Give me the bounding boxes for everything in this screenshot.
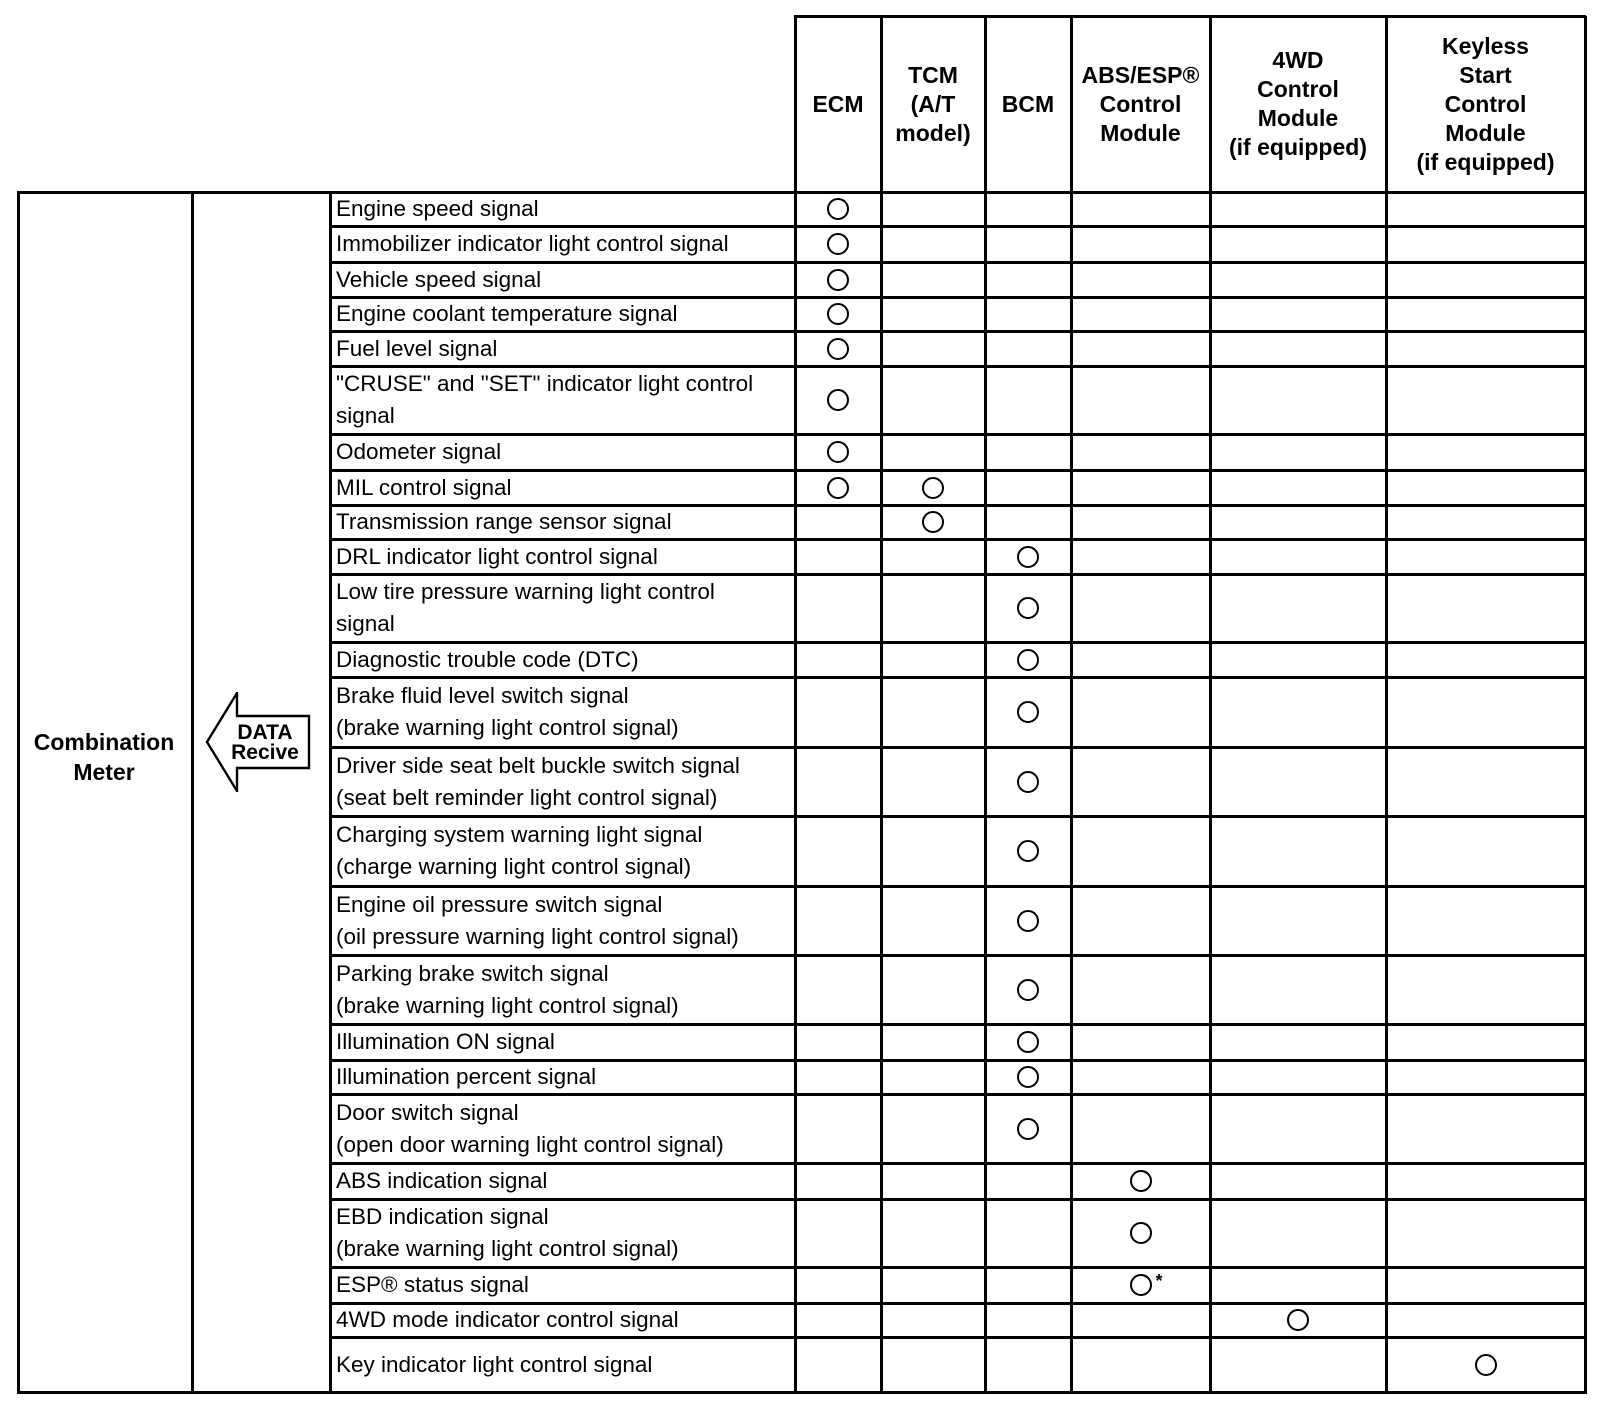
column-header-label: BCM [1001, 90, 1055, 117]
combination-meter-label: Combination Meter [33, 729, 175, 785]
column-header-label: ECM [812, 90, 864, 117]
circle-icon [827, 233, 849, 255]
circle-icon [1130, 1274, 1152, 1296]
column-header-keyless [1386, 16, 1585, 192]
signal-name: Odometer signal [336, 439, 502, 464]
connection-mark [795, 470, 881, 505]
table-left-border [17, 192, 20, 1394]
signal-name: DRL indicator light control signal [336, 543, 658, 569]
connection-mark [795, 434, 881, 470]
connection-mark [1071, 1163, 1210, 1199]
circle-icon [1017, 649, 1039, 671]
signal-name: Immobilizer indicator light control signal [336, 231, 729, 256]
circle-icon [1017, 979, 1039, 1001]
column-header-fwd [1210, 16, 1386, 192]
signal-name: Brake fluid level switch signal (brake warning light control signal) [336, 683, 679, 740]
connection-mark [1071, 1267, 1210, 1303]
connection-mark [985, 816, 1071, 886]
circle-icon [1130, 1222, 1152, 1244]
circle-icon [1017, 910, 1039, 932]
column-header-abs [1071, 16, 1210, 192]
circle-icon [1017, 546, 1039, 568]
signal-name: Charging system warning light signal (charge warning light control signal) [336, 822, 703, 879]
circle-icon [1017, 597, 1039, 619]
connection-mark [795, 192, 881, 226]
connection-mark [985, 642, 1071, 677]
row-divider [17, 1391, 1587, 1394]
circle-icon [1475, 1354, 1497, 1376]
signal-name: ABS indication signal [336, 1168, 548, 1193]
connection-mark [985, 677, 1071, 747]
circle-icon [1287, 1309, 1309, 1331]
circle-icon [1017, 1031, 1039, 1053]
signal-name: Engine oil pressure switch signal (oil pressure warning light control signal) [336, 891, 739, 949]
signal-name: Diagnostic trouble code (DTC) [336, 646, 639, 672]
signal-name: Engine speed signal [336, 196, 539, 221]
circle-icon [827, 441, 849, 463]
connection-mark [795, 262, 881, 297]
circle-icon [827, 303, 849, 325]
column-header-label: TCM (A/T model) [895, 61, 971, 146]
circle-icon [827, 198, 849, 220]
circle-icon [827, 477, 849, 499]
data-line: DATA [237, 721, 293, 744]
column-header-label: ABS/ESP® Control Module [1081, 61, 1200, 146]
circle-icon [922, 477, 944, 499]
circle-icon [827, 338, 849, 360]
connection-mark [795, 297, 881, 331]
connection-mark [1210, 1303, 1386, 1337]
signal-name: Low tire pressure warning light control signal [336, 579, 715, 636]
signal-name: EBD indication signal (brake warning light control signal) [336, 1204, 679, 1261]
column-header-bcm [985, 16, 1071, 192]
signal-name: Vehicle speed signal [336, 266, 542, 292]
column-divider [1584, 16, 1587, 1392]
signal-name: Fuel level signal [336, 335, 498, 361]
circle-icon [1017, 701, 1039, 723]
connection-mark [985, 886, 1071, 955]
meter-divider [191, 192, 194, 1392]
column-header-label: Keyless Start Control Module (if equipped) [1416, 32, 1555, 175]
circle-icon [1017, 771, 1039, 793]
connection-mark [985, 955, 1071, 1024]
circle-icon [1130, 1170, 1152, 1192]
connection-mark [985, 1024, 1071, 1060]
signal-name: "CRUSE" and "SET" indicator light control signal [336, 371, 754, 428]
signal-name: Engine coolant temperature signal [336, 301, 678, 326]
circle-icon [1017, 1066, 1039, 1088]
circle-icon [1017, 1118, 1039, 1140]
column-header-tcm [881, 16, 985, 192]
connection-mark [795, 366, 881, 434]
signal-name: Transmission range sensor signal [336, 509, 672, 534]
signal-name: Parking brake switch signal (brake warning light control signal) [336, 960, 679, 1018]
connection-mark [985, 574, 1071, 642]
receive-line: Recive [231, 741, 299, 764]
connection-mark [795, 331, 881, 366]
column-header-ecm [795, 16, 881, 192]
signal-name: ESP® status signal [336, 1272, 529, 1297]
signal-name: Illumination percent signal [336, 1064, 597, 1089]
connection-mark [985, 539, 1071, 574]
connection-mark [985, 1094, 1071, 1163]
circle-icon [827, 389, 849, 411]
note-asterisk: * [1155, 1271, 1163, 1291]
signal-name: Door switch signal (open door warning light control signal) [336, 1099, 724, 1157]
connection-mark [881, 505, 985, 539]
circle-icon [827, 269, 849, 291]
circle-icon [922, 511, 944, 533]
data-receive-text [224, 723, 306, 763]
circle-icon [1017, 840, 1039, 862]
connection-mark [985, 747, 1071, 816]
signal-name: Illumination ON signal [336, 1029, 555, 1054]
connection-mark [1071, 1199, 1210, 1267]
connection-mark [795, 226, 881, 262]
signal-name: MIL control signal [336, 474, 512, 500]
signal-name: Key indicator light control signal [336, 1351, 653, 1377]
column-divider [1385, 16, 1388, 1392]
signal-name: 4WD mode indicator control signal [336, 1307, 679, 1332]
connection-mark [881, 470, 985, 505]
column-header-label: 4WD Control Module (if equipped) [1229, 47, 1367, 160]
signal-name: Driver side seat belt buckle switch signal (seat belt reminder light control signal) [336, 752, 740, 810]
connection-mark [985, 1060, 1071, 1094]
connection-mark [1386, 1337, 1585, 1392]
